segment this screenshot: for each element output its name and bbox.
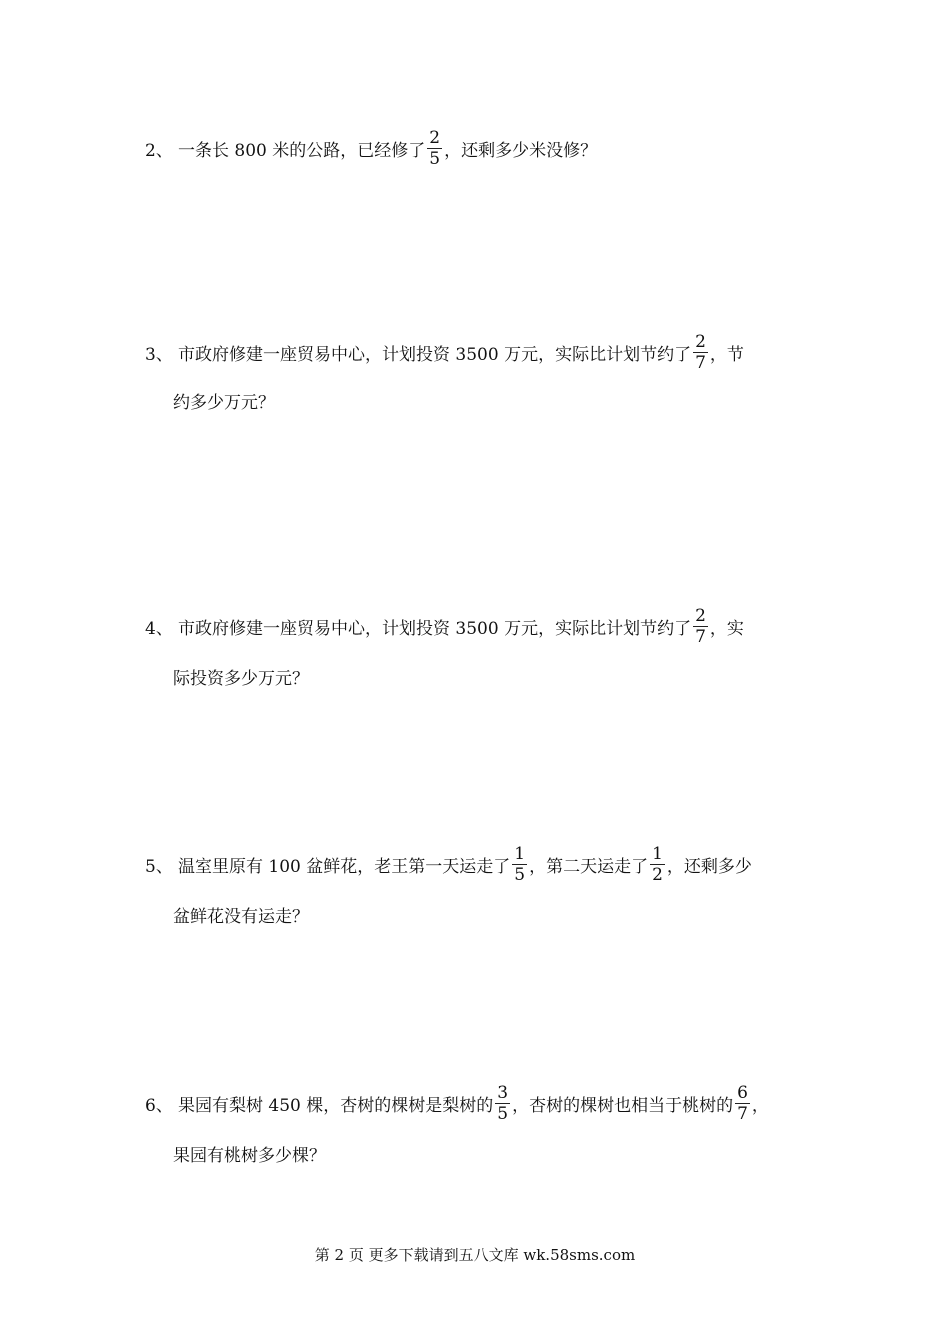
problem-number: 3、 <box>145 344 173 365</box>
problem-line <box>145 1083 769 1123</box>
denominator: 5 <box>429 148 441 169</box>
denominator: 7 <box>737 1103 748 1124</box>
numerator: 2 <box>695 331 706 352</box>
fraction <box>512 844 527 885</box>
problem-text: ，还剩多少 <box>666 856 752 877</box>
numerator: 6 <box>737 1082 748 1103</box>
numerator: 2 <box>695 605 706 626</box>
fraction <box>693 606 708 647</box>
denominator: 5 <box>514 864 526 885</box>
problem-text: ，第二天运走了 <box>529 856 649 877</box>
problem-number: 5、 <box>145 856 173 877</box>
problem-continuation: 际投资多少万元？ <box>173 669 309 689</box>
numerator: 2 <box>429 127 441 148</box>
problem-continuation: 约多少万元？ <box>173 393 275 413</box>
problem-line <box>145 128 597 168</box>
problem-text: 温室里原有 100 盆鲜花，老王第一天运走了 <box>178 856 511 877</box>
fraction <box>427 128 442 169</box>
problem-line <box>145 332 744 372</box>
problem-text: ，杏树的棵树也相当于桃树的 <box>512 1095 734 1116</box>
problem-text: ， <box>751 1095 769 1116</box>
problem-continuation: 果园有桃树多少棵？ <box>173 1146 326 1166</box>
problem-text: 果园有梨树 450 棵，杏树的棵树是梨树的 <box>178 1095 494 1116</box>
problem-text: 一条长 800 米的公路，已经修了 <box>178 140 426 161</box>
problem-text: ，实 <box>709 618 744 639</box>
numerator: 1 <box>652 843 663 864</box>
numerator: 1 <box>514 843 526 864</box>
problem-text: 市政府修建一座贸易中心，计划投资 3500 万元，实际比计划节约了 <box>178 344 692 365</box>
problem-continuation: 盆鲜花没有运走？ <box>173 907 309 927</box>
problem-text: 市政府修建一座贸易中心，计划投资 3500 万元，实际比计划节约了 <box>178 618 692 639</box>
page-footer: 第 2 页 更多下载请到五八文库 wk.58sms.com <box>314 1246 636 1264</box>
fraction <box>735 1083 750 1124</box>
denominator: 2 <box>652 864 663 885</box>
problem-number: 6、 <box>145 1095 173 1116</box>
numerator: 3 <box>497 1082 509 1103</box>
problem-line <box>145 844 752 884</box>
problem-text: ，还剩多少米没修？ <box>444 140 598 161</box>
fraction <box>495 1083 510 1124</box>
denominator: 7 <box>695 626 706 647</box>
problem-number: 4、 <box>145 618 173 639</box>
problem-line <box>145 606 744 646</box>
problem-number: 2、 <box>145 140 173 161</box>
denominator: 5 <box>497 1103 509 1124</box>
fraction <box>650 844 665 885</box>
denominator: 7 <box>695 352 706 373</box>
problem-text: ，节 <box>709 344 744 365</box>
fraction <box>693 332 708 373</box>
